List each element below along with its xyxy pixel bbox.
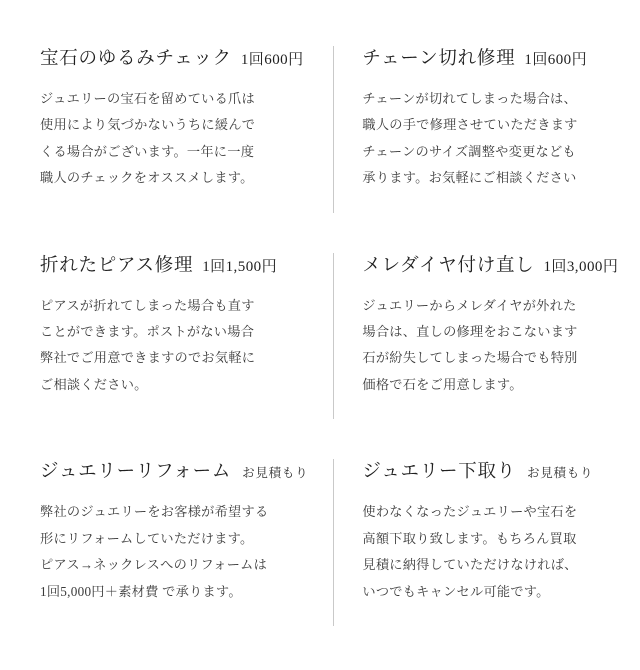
service-card-jewelry-trade-in [334,443,628,650]
description-line: 1回5,000円＋素材費 で承ります。 [40,583,242,599]
description-line: ご相談ください。 [40,376,148,392]
service-card-gem-loosening-check [28,30,334,237]
service-heading [362,251,618,277]
description-line: 価格で石をご用意します。 [362,376,523,392]
service-heading [362,457,618,483]
service-title: 折れたピアス修理 [40,255,194,276]
service-title: 宝石のゆるみチェック [40,49,232,69]
service-price: 1回3,000円 [543,258,619,275]
description-line: チェーンが切れてしまった場合は、 [362,91,577,106]
service-card-jewelry-reform [28,443,334,650]
description-line: 高額下取り致します。もちろん買取 [362,530,577,546]
description-line: 使用により気づかないうちに緩んで [40,117,256,133]
description-line: 職人のチェックをオススメします。 [40,170,254,186]
services-grid [28,30,619,650]
service-heading [40,44,308,70]
service-description [362,293,617,399]
description-line: 職人の手で修理させていただきます [362,117,578,133]
description-line: 形にリフォームしていただけます。 [40,530,254,546]
service-price: 1回1,500円 [202,258,278,275]
description-line: 場合は、直しの修理をおこないます [362,324,578,340]
service-title: ジュエリー下取り [362,462,516,483]
service-price: 1回600円 [524,52,588,68]
service-description [40,499,295,605]
description-line: 弊社のジュエリーをお客様が希望する [40,504,269,520]
description-line: ピアス→ネックレスへのリフォームは [40,557,268,573]
service-description [362,86,617,192]
description-line: 弊社でご用意できますのでお気軽に [40,350,256,366]
service-card-melee-diamond-resetting [334,237,628,444]
description-line: ジュエリーからメレダイヤが外れた [362,297,577,313]
service-card-chain-break-repair [334,30,628,237]
service-heading [362,44,618,70]
service-title: ジュエリーリフォーム [40,462,232,483]
description-line: ジュエリーの宝石を留めている爪は [40,91,255,106]
service-price: 1回600円 [240,52,304,68]
service-description [40,86,295,192]
service-card-broken-pierce-repair [28,237,334,444]
service-title: チェーン切れ修理 [362,49,516,69]
service-heading [40,457,308,483]
service-price: お見積もり [526,466,594,481]
description-line: 使わなくなったジュエリーや宝石を [362,504,578,520]
service-title: メレダイヤ付け直し [362,255,535,276]
description-line: いつでもキャンセル可能です。 [362,583,550,599]
service-description [362,499,617,605]
service-price: お見積もり [242,466,309,481]
description-line: 承ります。お気軽にご相談ください [362,170,577,186]
description-line: 石が紛失してしまった場合でも特別 [362,350,578,366]
service-heading [40,251,308,277]
description-line: チェーンのサイズ調整や変更なども [362,143,576,159]
service-description [40,293,295,399]
description-line: くる場合がございます。一年に一度 [40,143,255,159]
description-line: ピアスが折れてしまった場合も直す [40,297,255,313]
description-line: 見積に納得していただけなければ、 [362,557,578,573]
description-line: ことができます。ポストがない場合 [40,324,255,340]
